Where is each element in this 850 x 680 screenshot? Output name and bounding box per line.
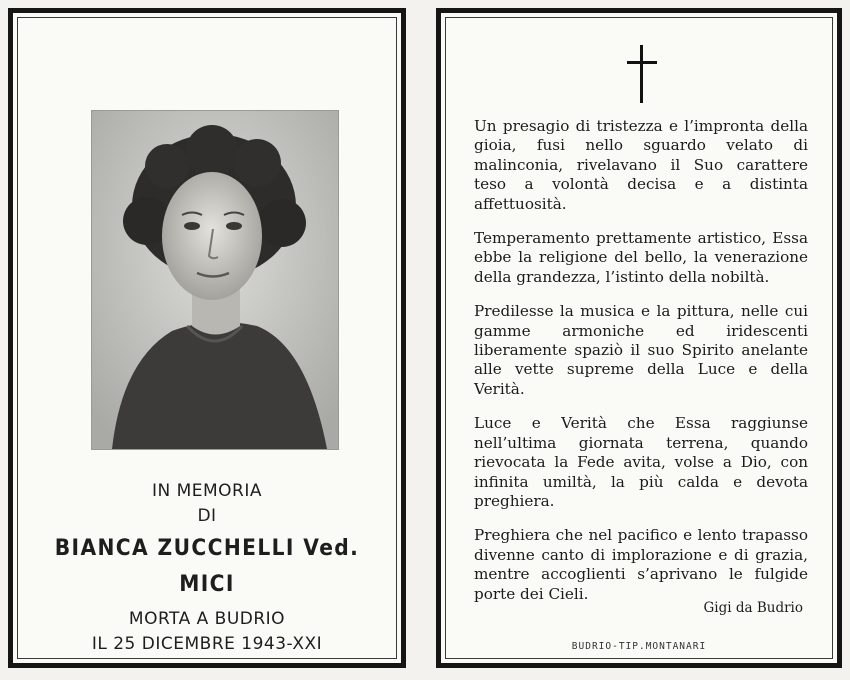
eulogy-text <box>474 117 808 619</box>
author-signature: Gigi da Budrio <box>703 600 803 616</box>
eulogy-paragraph-4: Luce e Verità che Essa raggiunse nell’ultima giornata terrena, quando rievocata la Fede avita, volse a Dio, con infinita umiltà, la più calda e devota preghiera. <box>474 414 808 510</box>
caption-death-place: MORTA A BUDRIO <box>128 609 286 629</box>
caption-di: DI <box>197 506 217 526</box>
eulogy-paragraph-2: Temperamento prettamente artistico, Essa ebbe la religione del bello, la venerazione della grandezza, l’istinto della nobiltà. <box>474 229 808 286</box>
memorial-card-left <box>8 8 406 668</box>
deceased-name: BIANCA ZUCCHELLI Ved. MICI <box>54 536 360 597</box>
portrait-photo <box>91 110 339 450</box>
eulogy-paragraph-3: Predilesse la musica e la pittura, nelle cui gamme armoniche ed iridescenti liberamente spaziò il suo Spirito anelante alle vette supreme della Luce e della Verità. <box>474 302 808 398</box>
caption-in-memoria: IN MEMORIA <box>151 481 263 501</box>
memorial-card-right <box>436 8 842 668</box>
caption-death-date: IL 25 DICEMBRE 1943-XXI <box>91 634 323 654</box>
eulogy-paragraph-5: Preghiera che nel pacifico e lento trapasso divenne canto di implorazione e di grazia, mentre accoglienti s’aprivano le fulgide porte dei Cieli. <box>474 526 808 603</box>
printer-credit: BUDRIO-TIP.MONTANARI <box>571 641 707 652</box>
latin-cross-icon <box>627 45 657 103</box>
portrait-image <box>92 111 338 449</box>
memorial-caption <box>13 479 401 657</box>
eulogy-paragraph-1: Un presagio di tristezza e l’impronta della gioia, fusi nello sguardo velato di malinconia, rivelavano il Suo carattere teso a volontà decisa e a distinta affettuosità. <box>474 117 808 213</box>
